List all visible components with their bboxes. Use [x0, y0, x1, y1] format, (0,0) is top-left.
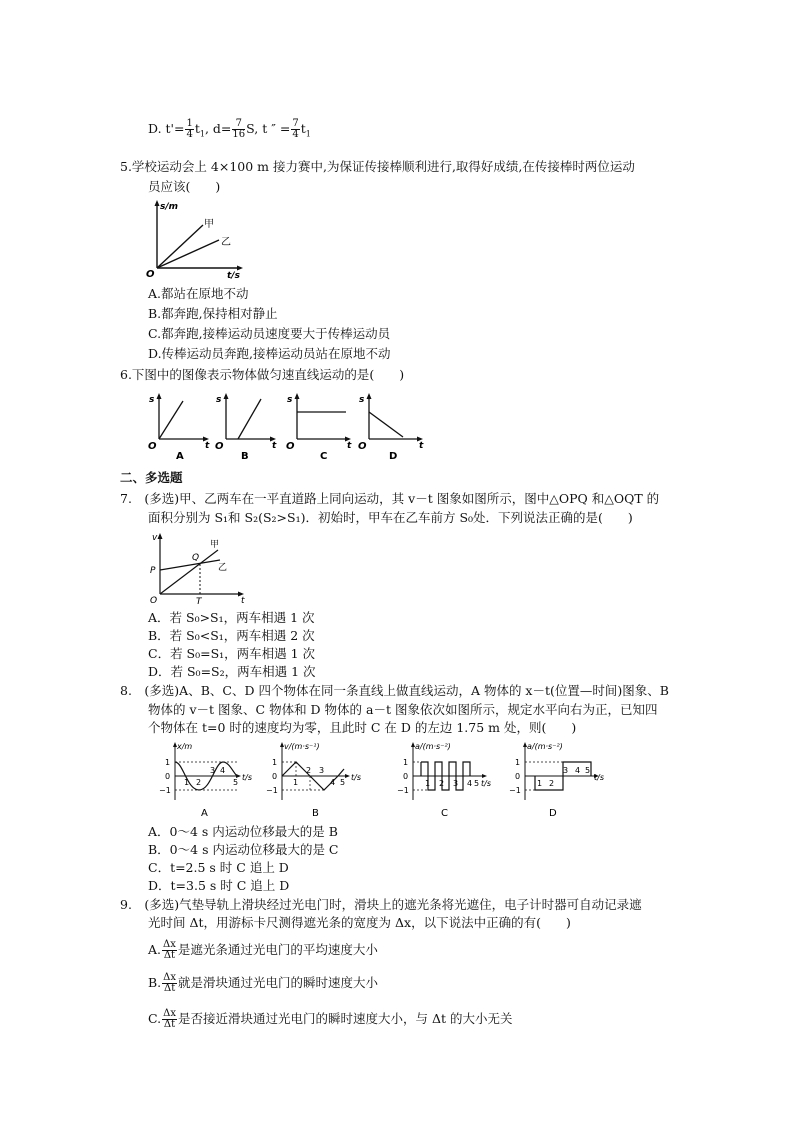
svg-text:−1: −1 — [397, 786, 409, 795]
q8-option-a: A．0～4 s 内运动位移最大的是 B — [148, 824, 338, 839]
q5-ylabel: s/m — [160, 202, 179, 212]
q8-caption-c: C — [441, 808, 448, 819]
svg-text:3: 3 — [453, 779, 459, 788]
q7-option-b: B．若 S₀<S₁，两车相遇 2 次 — [148, 628, 315, 643]
q8-graph-a — [155, 738, 255, 820]
svg-text:4: 4 — [330, 778, 336, 787]
svg-text:1: 1 — [403, 758, 409, 767]
svg-text:2: 2 — [196, 778, 202, 787]
svg-text:O: O — [286, 441, 295, 452]
q8-graph-d — [505, 738, 615, 820]
q6-graph-a — [145, 391, 215, 461]
svg-text:0: 0 — [515, 772, 521, 781]
svg-text:t: t — [241, 596, 245, 606]
q8-option-d: D．t=3.5 s 时 C 追上 D — [148, 878, 290, 893]
q4-d-s: S, t ″ = — [246, 121, 291, 136]
q6a-line — [159, 401, 183, 439]
q9-c-frac: $\frac{\Delta x}{\Delta t}$ — [163, 1008, 176, 1030]
svg-text:s: s — [287, 395, 293, 405]
svg-text:1: 1 — [515, 758, 521, 767]
svg-text:1: 1 — [272, 758, 278, 767]
q7-line-yi — [160, 560, 220, 570]
q6-stem: 6.下图中的图像表示物体做匀速直线运动的是( ) — [120, 367, 405, 382]
svg-text:4: 4 — [575, 766, 581, 775]
q5-stem-line1: 5.学校运动会上 4×100 m 接力赛中,为保证传接棒顺利进行,取得好成绩,在传接棒时两位运动 — [120, 159, 635, 174]
q6-caption-b: B — [241, 451, 249, 461]
svg-text:t: t — [272, 441, 277, 451]
q5-option-c: C.都奔跑,接棒运动员速度要大于传棒运动员 — [148, 326, 391, 341]
q5-option-d: D.传棒运动员奔跑,接棒运动员站在原地不动 — [148, 346, 391, 361]
svg-text:t: t — [347, 441, 352, 451]
svg-text:1: 1 — [184, 778, 190, 787]
q9-option-c: C. $\frac{\Delta x}{\Delta t}$ 是否接近滑块通过光电门的瞬时速度大小，与 Δt 的大小无关 — [148, 1008, 513, 1030]
svg-text:P: P — [150, 566, 156, 576]
q4-d-mid: , d= — [204, 121, 232, 136]
svg-text:1: 1 — [425, 779, 431, 788]
svg-text:5: 5 — [474, 779, 480, 788]
q7-option-a: A．若 S₀>S₁，两车相遇 1 次 — [148, 610, 315, 625]
q5-origin: O — [146, 269, 155, 280]
q9-stem-line2: 光时间 Δt，用游标卡尺测得遮光条的宽度为 Δx，以下说法中正确的有( ) — [148, 915, 571, 930]
svg-text:O: O — [148, 441, 157, 452]
svg-text:O: O — [215, 441, 224, 452]
q8-caption-d: D — [549, 808, 557, 819]
svg-text:2: 2 — [549, 779, 555, 788]
section-title-multiple-choice: 二、多选题 — [120, 470, 183, 485]
svg-text:5: 5 — [585, 766, 591, 775]
svg-text:4: 4 — [220, 766, 226, 775]
svg-text:x/m: x/m — [177, 742, 193, 751]
q8-graph-b — [262, 738, 372, 820]
q6-caption-a: A — [176, 451, 184, 461]
q4-d-frac3: $\frac{7}{4}$ — [292, 118, 299, 140]
svg-text:3: 3 — [210, 766, 216, 775]
q7-stem-line2: 面积分别为 S₁和 S₂(S₂>S₁)．初始时，甲车在乙车前方 S₀处．下列说法正确的是( ) — [148, 510, 633, 525]
q8-stem-line3: 个物体在 t=0 时的速度均为零，且此时 C 在 D 的左边 1.75 m 处，则( ) — [148, 720, 577, 735]
q9-stem-line1: 9. (多选)气垫导轨上滑块经过光电门时，滑块上的遮光条将光遮住，电子计时器可自动记录遮 — [120, 897, 642, 912]
svg-text:t/s: t/s — [481, 779, 491, 788]
svg-text:−1: −1 — [159, 786, 171, 795]
svg-text:0: 0 — [165, 772, 171, 781]
q9-b-frac: $\frac{\Delta x}{\Delta t}$ — [163, 972, 177, 994]
svg-text:t/s: t/s — [242, 773, 252, 782]
svg-text:−1: −1 — [266, 786, 278, 795]
svg-text:3: 3 — [563, 766, 569, 775]
q4-d-prefix: D. t' — [148, 121, 174, 136]
q6-caption-d: D — [389, 451, 398, 461]
q5-option-a: A.都站在原地不动 — [148, 286, 249, 301]
svg-text:乙: 乙 — [218, 563, 228, 573]
svg-text:t: t — [205, 441, 210, 451]
svg-text:a/(m·s⁻²): a/(m·s⁻²) — [415, 742, 451, 751]
q6-graph-d — [355, 391, 430, 461]
q7-vt-graph — [144, 530, 254, 608]
q5-st-graph — [143, 198, 253, 280]
svg-text:3: 3 — [319, 766, 325, 775]
q4-d-frac1: $\frac{1}{4}$ — [186, 118, 193, 140]
svg-text:s: s — [216, 395, 222, 405]
svg-text:t/s: t/s — [351, 773, 361, 782]
svg-text:5: 5 — [233, 778, 239, 787]
q5-label-jia: 甲 — [204, 219, 214, 230]
q6b-line — [238, 399, 261, 439]
svg-text:O: O — [150, 596, 158, 606]
svg-text:O: O — [358, 441, 367, 452]
q8-caption-a: A — [201, 808, 208, 819]
svg-text:0: 0 — [272, 772, 278, 781]
svg-text:s: s — [359, 395, 365, 405]
q8-caption-b: B — [312, 808, 319, 819]
svg-text:Q: Q — [192, 553, 200, 563]
q8-graph-c — [393, 738, 503, 820]
q6-caption-c: C — [320, 451, 328, 461]
svg-text:2: 2 — [306, 766, 312, 775]
svg-text:5: 5 — [340, 778, 346, 787]
q4-d-eq: = — [173, 121, 185, 136]
q6-graph-b — [212, 391, 282, 461]
q7-stem-line1: 7. (多选)甲、乙两车在一平直道路上同向运动，其 v－t 图象如图所示，图中△OPQ 和△OQT 的 — [120, 491, 660, 506]
svg-text:v: v — [152, 533, 158, 543]
q5-line-yi — [157, 240, 219, 268]
q7-line-jia — [160, 550, 218, 594]
svg-text:1: 1 — [537, 779, 543, 788]
q8-stem-line1: 8. (多选)A、B、C、D 四个物体在同一条直线上做直线运动，A 物体的 x－t(位置—时间)图象、B — [120, 683, 669, 698]
q9-a-frac: $\frac{\Delta x}{\Delta t}$ — [163, 939, 176, 961]
q7-option-c: C．若 S₀=S₁，两车相遇 1 次 — [148, 646, 316, 661]
svg-text:1: 1 — [293, 778, 299, 787]
svg-text:甲: 甲 — [210, 540, 220, 550]
svg-text:v/(m·s⁻¹): v/(m·s⁻¹) — [284, 742, 320, 751]
q6-graph-c — [283, 391, 358, 461]
svg-text:t: t — [419, 441, 424, 451]
q4-d-frac2: $\frac{7}{16}$ — [232, 118, 246, 140]
svg-text:4: 4 — [467, 779, 473, 788]
q5-line-jia — [157, 225, 203, 268]
q8-option-c: C．t=2.5 s 时 C 追上 D — [148, 860, 289, 875]
q7-option-d: D．若 S₀=S₂，两车相遇 1 次 — [148, 664, 316, 679]
q5-option-b: B.都奔跑,保持相对静止 — [148, 306, 278, 321]
svg-text:1: 1 — [165, 758, 171, 767]
svg-text:t/s: t/s — [594, 773, 604, 782]
q4-d-t1b: t — [300, 121, 306, 136]
q4-d-t1a: t — [194, 121, 200, 136]
svg-text:a/(m·s⁻²): a/(m·s⁻²) — [527, 742, 563, 751]
q9-option-a: A. $\frac{\Delta x}{\Delta t}$ 是遮光条通过光电门的平均速度大小 — [148, 939, 378, 961]
svg-text:0: 0 — [403, 772, 409, 781]
q8-stem-line2: 物体的 v－t 图象、C 物体和 D 物体的 a－t 图象依次如图所示，规定水平向右为正，已知四 — [148, 702, 658, 717]
q5-xlabel: t/s — [227, 271, 240, 280]
q5-x-arrow — [237, 266, 243, 271]
q4-option-d: D. t'= $\frac{1}{4}$ $t_1$, d= $\frac{7}{16}$ S, t ″ = $\frac{7}{4}$ $t_1$ — [148, 118, 311, 140]
svg-text:s: s — [149, 395, 155, 405]
svg-text:T: T — [196, 597, 202, 607]
q8-option-b: B．0～4 s 内运动位移最大的是 C — [148, 842, 339, 857]
q5-y-arrow — [155, 200, 160, 206]
svg-text:2: 2 — [439, 779, 445, 788]
svg-text:−1: −1 — [509, 786, 521, 795]
q6d-line — [369, 412, 403, 437]
q5-label-yi: 乙 — [221, 237, 231, 248]
q5-stem-line2: 员应该( ) — [148, 179, 221, 194]
q9-option-b: B. $\frac{\Delta x}{\Delta t}$ 就是滑块通过光电门的瞬时速度大小 — [148, 972, 379, 994]
